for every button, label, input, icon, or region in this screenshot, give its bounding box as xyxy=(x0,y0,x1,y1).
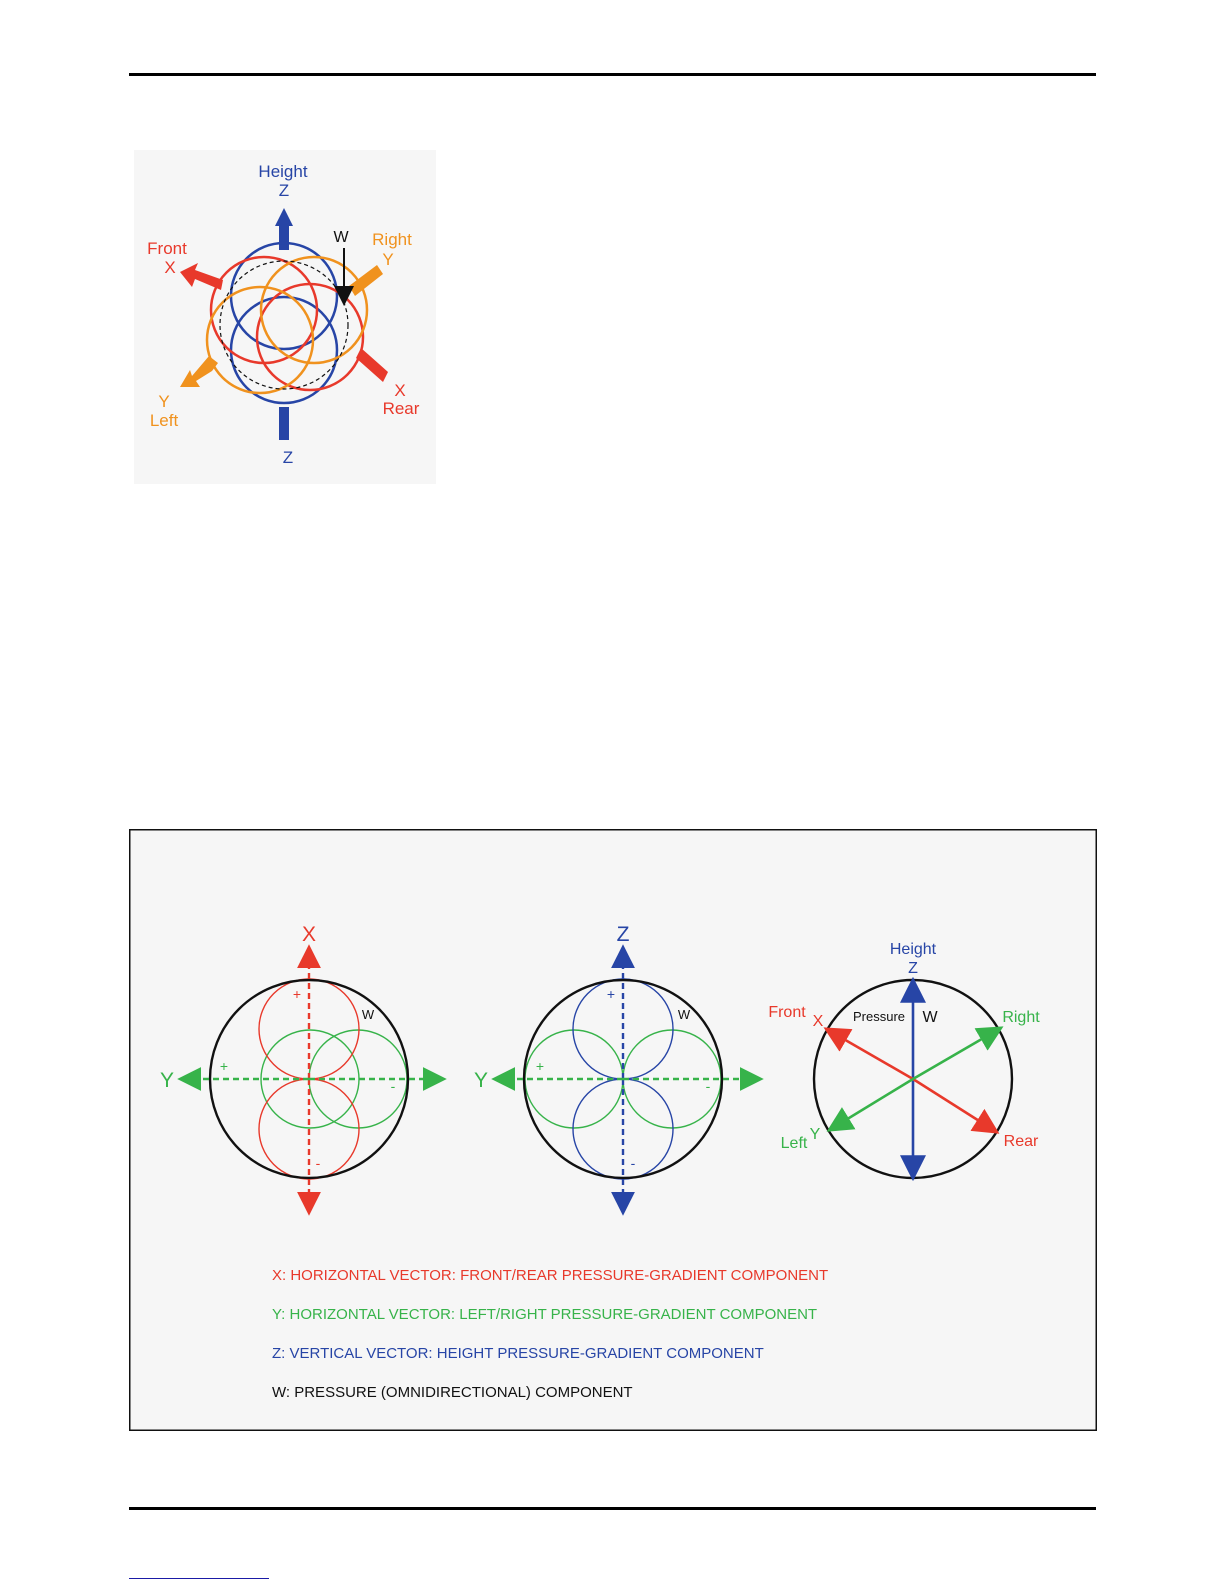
left-label: Left xyxy=(149,411,179,430)
plus-left-label: + xyxy=(219,1058,229,1074)
w-label: W xyxy=(922,1009,938,1026)
pressure-label: Pressure xyxy=(852,1009,906,1024)
rear-label: Rear xyxy=(1003,1133,1039,1150)
w-label: W xyxy=(361,1007,375,1022)
bottom-z-arrow xyxy=(279,407,289,440)
y-axis-label: Y xyxy=(159,1069,175,1092)
z-bottom-label: Z xyxy=(282,448,294,467)
legend-y: Y: HORIZONTAL VECTOR: LEFT/RIGHT PRESSURE-GRADIENT COMPONENT xyxy=(272,1306,818,1323)
y-axis-label: Y xyxy=(473,1069,489,1092)
y-label: Y xyxy=(809,1126,821,1143)
z-top-label: Z xyxy=(278,181,290,200)
legend-x: X: HORIZONTAL VECTOR: FRONT/REAR PRESSURE-GRADIENT COMPONENT xyxy=(272,1267,829,1284)
legend-w: W: PRESSURE (OMNIDIRECTIONAL) COMPONENT xyxy=(272,1384,633,1401)
height-label: Height xyxy=(258,162,308,181)
bformat-polar-figure xyxy=(134,150,436,484)
front-label: Front xyxy=(147,239,187,258)
y-right-label: Y xyxy=(382,250,394,269)
plus-top-label: + xyxy=(606,986,616,1002)
w-label: W xyxy=(677,1007,691,1022)
bformat-polar-svg xyxy=(134,150,436,484)
footer-link-underline xyxy=(129,1578,269,1579)
z-axis-label: Z xyxy=(616,923,630,946)
minus-bottom-label: - xyxy=(630,1155,636,1171)
right-label: Right xyxy=(1002,1009,1040,1026)
rear-label: Rear xyxy=(382,399,420,418)
right-label: Right xyxy=(372,230,412,249)
x-axis-label: X xyxy=(301,923,317,946)
plus-left-label: + xyxy=(535,1058,545,1074)
w-label: W xyxy=(333,229,349,246)
y-left-label: Y xyxy=(158,392,170,411)
legend-z: Z: VERTICAL VECTOR: HEIGHT PRESSURE-GRADIENT COMPONENT xyxy=(272,1345,764,1362)
components-svg xyxy=(129,829,1097,1431)
bformat-components-figure xyxy=(129,829,1097,1431)
z-label: Z xyxy=(908,960,918,977)
x-label: X xyxy=(812,1013,824,1030)
minus-bottom-label: - xyxy=(315,1155,321,1171)
plus-top-label: + xyxy=(292,986,302,1002)
left-label: Left xyxy=(780,1135,808,1152)
minus-right-label: - xyxy=(705,1078,711,1094)
minus-right-label: - xyxy=(390,1078,396,1094)
x-front-label: X xyxy=(164,258,176,277)
x-rear-label: X xyxy=(394,381,406,400)
front-label: Front xyxy=(768,1004,806,1021)
footer-rule xyxy=(129,1507,1096,1510)
header-rule xyxy=(129,73,1096,76)
height-label: Height xyxy=(889,941,937,958)
components-frame xyxy=(130,830,1097,1431)
